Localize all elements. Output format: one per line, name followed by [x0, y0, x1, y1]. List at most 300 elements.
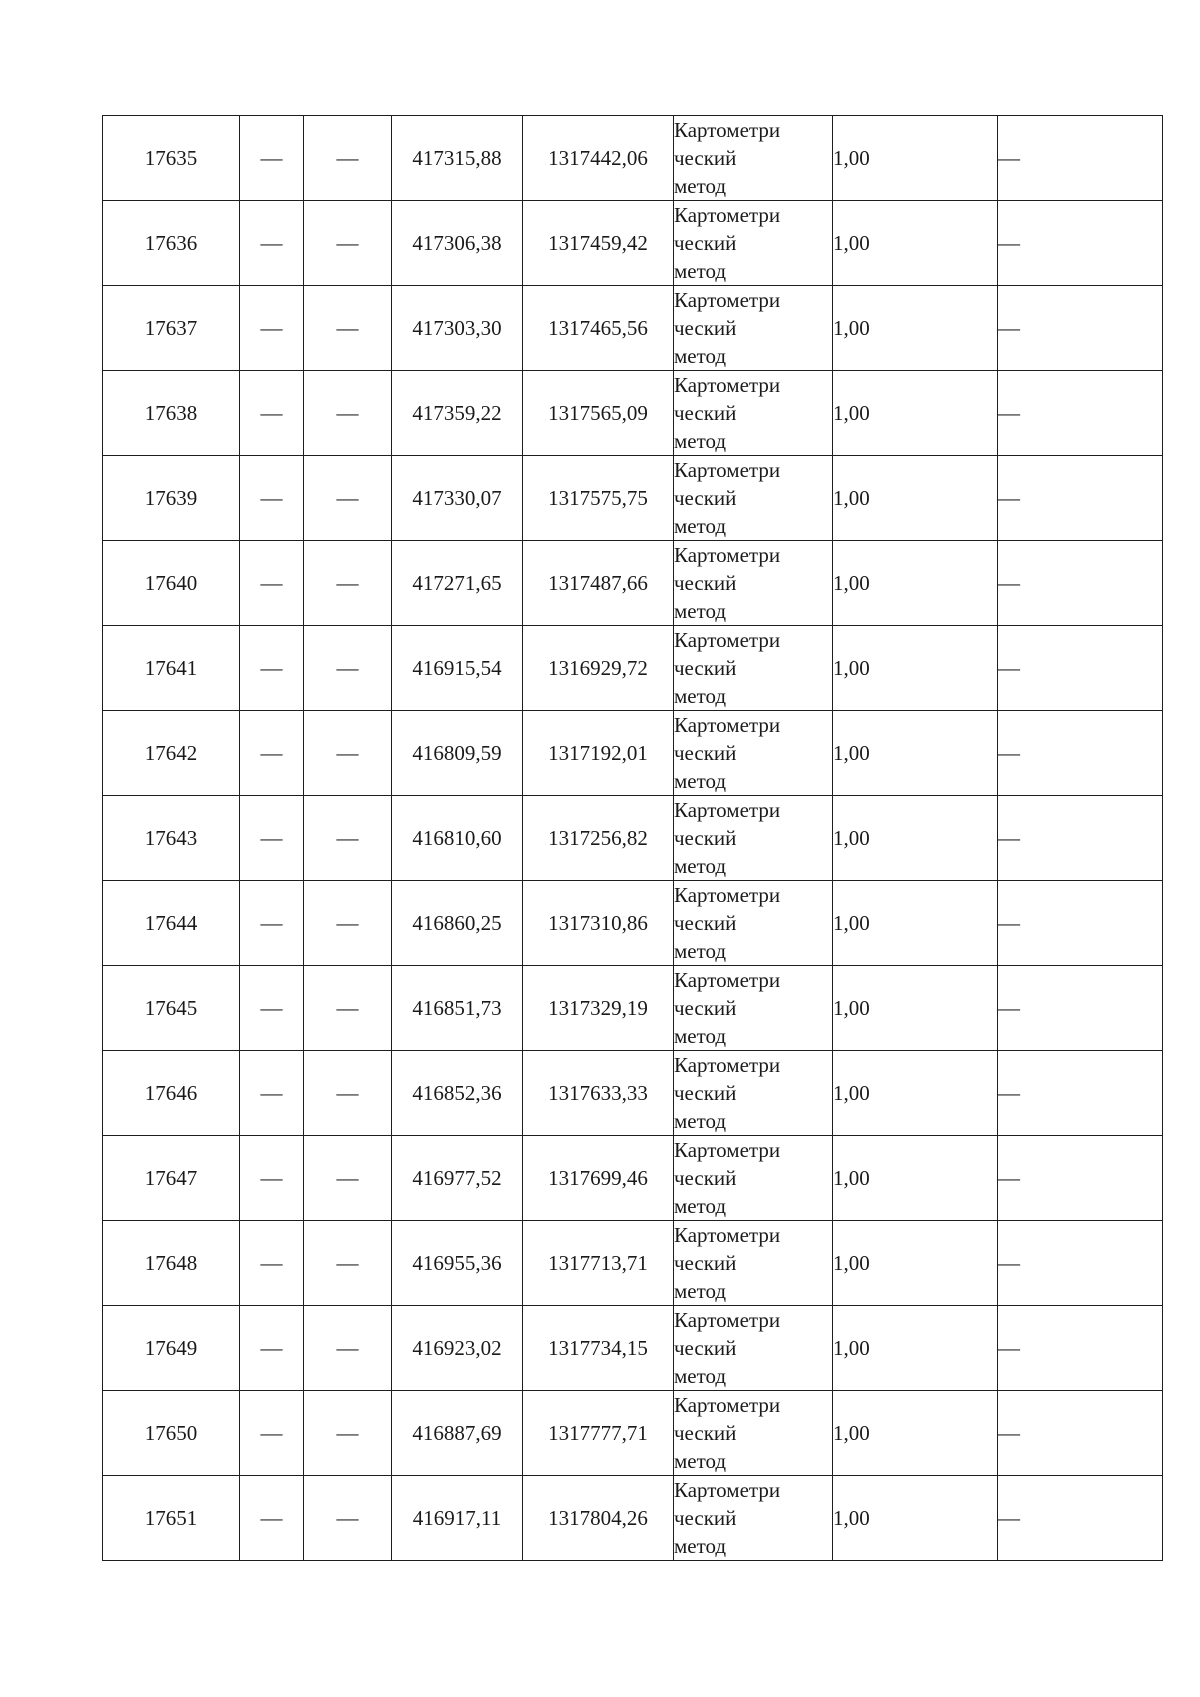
- cell-text: 1317575,75: [548, 486, 648, 510]
- dash-text: —: [998, 485, 1020, 510]
- cell-text: 17651: [144, 1506, 198, 1530]
- method-text-line: метод: [674, 854, 727, 878]
- dash-text: —: [998, 1250, 1020, 1275]
- method-cell: [674, 1221, 833, 1306]
- empty-value-cell: [304, 1391, 392, 1476]
- method-text-line: метод: [674, 684, 727, 708]
- cell-text: 416851,73: [412, 996, 502, 1020]
- x-coordinate-cell: [392, 711, 523, 796]
- dash-text: —: [336, 400, 359, 425]
- dash-text: —: [998, 570, 1020, 595]
- accuracy-cell: [833, 286, 998, 371]
- dash-text: —: [260, 995, 283, 1020]
- table-row: [103, 1221, 1163, 1306]
- method-cell: [674, 626, 833, 711]
- point-number-cell: [103, 1221, 240, 1306]
- x-coordinate-cell: [392, 881, 523, 966]
- accuracy-cell: [833, 1221, 998, 1306]
- dash-text: —: [336, 655, 359, 680]
- accuracy-cell: [833, 881, 998, 966]
- method-text-line: метод: [674, 1194, 727, 1218]
- cell-text: 1317459,42: [548, 231, 648, 255]
- y-coordinate-cell: [523, 286, 674, 371]
- dash-text: —: [260, 400, 283, 425]
- cell-text: 417271,65: [412, 571, 502, 595]
- table-row: [103, 711, 1163, 796]
- empty-value-cell: [240, 1136, 304, 1221]
- method-text-line: ческий: [674, 401, 737, 425]
- cell-text: 1,00: [833, 911, 870, 935]
- accuracy-cell: [833, 626, 998, 711]
- cell-text: 1,00: [833, 146, 870, 170]
- table-row: [103, 116, 1163, 201]
- method-text-line: Картометри: [674, 628, 781, 652]
- empty-value-cell: [240, 1391, 304, 1476]
- accuracy-cell: [833, 456, 998, 541]
- dash-text: —: [336, 1080, 359, 1105]
- dash-text: —: [336, 230, 359, 255]
- y-coordinate-cell: [523, 1306, 674, 1391]
- dash-text: —: [260, 825, 283, 850]
- cell-text: 17639: [144, 486, 198, 510]
- empty-value-cell: [304, 1476, 392, 1561]
- dash-text: —: [260, 1505, 283, 1530]
- empty-value-cell: [998, 626, 1163, 711]
- cell-text: 1,00: [833, 1166, 870, 1190]
- method-text-line: Картометри: [674, 1308, 781, 1332]
- x-coordinate-cell: [392, 796, 523, 881]
- empty-value-cell: [240, 116, 304, 201]
- x-coordinate-cell: [392, 456, 523, 541]
- empty-value-cell: [304, 966, 392, 1051]
- method-text-line: метод: [674, 599, 727, 623]
- empty-value-cell: [998, 1136, 1163, 1221]
- accuracy-cell: [833, 1051, 998, 1136]
- dash-text: —: [260, 655, 283, 680]
- cell-text: 17636: [144, 231, 198, 255]
- empty-value-cell: [998, 711, 1163, 796]
- dash-text: —: [998, 655, 1020, 680]
- empty-value-cell: [304, 541, 392, 626]
- point-number-cell: [103, 116, 240, 201]
- x-coordinate-cell: [392, 541, 523, 626]
- empty-value-cell: [304, 201, 392, 286]
- dash-text: —: [998, 740, 1020, 765]
- empty-value-cell: [998, 286, 1163, 371]
- cell-text: 416923,02: [412, 1336, 502, 1360]
- accuracy-cell: [833, 201, 998, 286]
- empty-value-cell: [240, 796, 304, 881]
- empty-value-cell: [998, 966, 1163, 1051]
- cell-text: 1317442,06: [548, 146, 648, 170]
- empty-value-cell: [240, 881, 304, 966]
- method-text-line: метод: [674, 1534, 727, 1558]
- y-coordinate-cell: [523, 1136, 674, 1221]
- method-text-line: метод: [674, 259, 727, 283]
- dash-text: —: [260, 1420, 283, 1445]
- dash-text: —: [260, 910, 283, 935]
- table-row: [103, 456, 1163, 541]
- empty-value-cell: [998, 201, 1163, 286]
- point-number-cell: [103, 286, 240, 371]
- table-row: [103, 371, 1163, 456]
- point-number-cell: [103, 1136, 240, 1221]
- dash-text: —: [998, 400, 1020, 425]
- dash-text: —: [998, 910, 1020, 935]
- method-text-line: Картометри: [674, 1478, 781, 1502]
- dash-text: —: [260, 1250, 283, 1275]
- y-coordinate-cell: [523, 1476, 674, 1561]
- empty-value-cell: [240, 626, 304, 711]
- method-text-line: метод: [674, 1449, 727, 1473]
- accuracy-cell: [833, 541, 998, 626]
- method-text-line: ческий: [674, 1166, 737, 1190]
- method-cell: [674, 116, 833, 201]
- method-text-line: метод: [674, 1024, 727, 1048]
- accuracy-cell: [833, 1391, 998, 1476]
- point-number-cell: [103, 881, 240, 966]
- accuracy-cell: [833, 116, 998, 201]
- method-text-line: метод: [674, 1279, 727, 1303]
- point-number-cell: [103, 966, 240, 1051]
- dash-text: —: [998, 230, 1020, 255]
- method-text-line: ческий: [674, 146, 737, 170]
- dash-text: —: [998, 995, 1020, 1020]
- empty-value-cell: [304, 711, 392, 796]
- empty-value-cell: [240, 1476, 304, 1561]
- method-text-line: ческий: [674, 1506, 737, 1530]
- empty-value-cell: [998, 116, 1163, 201]
- method-text-line: Картометри: [674, 288, 781, 312]
- table-row: [103, 1306, 1163, 1391]
- accuracy-cell: [833, 796, 998, 881]
- dash-text: —: [336, 995, 359, 1020]
- empty-value-cell: [304, 1136, 392, 1221]
- method-text-line: метод: [674, 1109, 727, 1133]
- cell-text: 1317487,66: [548, 571, 648, 595]
- cell-text: 1317310,86: [548, 911, 648, 935]
- method-cell: [674, 1306, 833, 1391]
- cell-text: 417315,88: [412, 146, 502, 170]
- table-body: [103, 116, 1163, 1561]
- y-coordinate-cell: [523, 711, 674, 796]
- point-number-cell: [103, 371, 240, 456]
- dash-text: —: [336, 1165, 359, 1190]
- x-coordinate-cell: [392, 966, 523, 1051]
- method-text-line: Картометри: [674, 373, 781, 397]
- table-row: [103, 881, 1163, 966]
- empty-value-cell: [304, 626, 392, 711]
- cell-text: 1316929,72: [548, 656, 648, 680]
- cell-text: 1,00: [833, 826, 870, 850]
- method-text-line: ческий: [674, 656, 737, 680]
- method-text-line: Картометри: [674, 1223, 781, 1247]
- empty-value-cell: [304, 116, 392, 201]
- dash-text: —: [998, 1080, 1020, 1105]
- cell-text: 1,00: [833, 1251, 870, 1275]
- cell-text: 1317256,82: [548, 826, 648, 850]
- method-text-line: ческий: [674, 826, 737, 850]
- empty-value-cell: [240, 1221, 304, 1306]
- accuracy-cell: [833, 1306, 998, 1391]
- dash-text: —: [260, 315, 283, 340]
- point-number-cell: [103, 1306, 240, 1391]
- method-text-line: Картометри: [674, 118, 781, 142]
- empty-value-cell: [998, 371, 1163, 456]
- cell-text: 17649: [144, 1336, 198, 1360]
- cell-text: 1,00: [833, 316, 870, 340]
- method-cell: [674, 1136, 833, 1221]
- y-coordinate-cell: [523, 626, 674, 711]
- x-coordinate-cell: [392, 1306, 523, 1391]
- empty-value-cell: [998, 1391, 1163, 1476]
- method-cell: [674, 371, 833, 456]
- empty-value-cell: [304, 1051, 392, 1136]
- cell-text: 416917,11: [412, 1506, 502, 1530]
- method-text-line: ческий: [674, 571, 737, 595]
- method-cell: [674, 1476, 833, 1561]
- cell-text: 417359,22: [412, 401, 502, 425]
- method-text-line: метод: [674, 939, 727, 963]
- method-cell: [674, 201, 833, 286]
- empty-value-cell: [998, 1476, 1163, 1561]
- empty-value-cell: [304, 456, 392, 541]
- table-row: [103, 796, 1163, 881]
- accuracy-cell: [833, 1136, 998, 1221]
- y-coordinate-cell: [523, 1051, 674, 1136]
- cell-text: 416915,54: [412, 656, 502, 680]
- dash-text: —: [260, 1335, 283, 1360]
- empty-value-cell: [304, 1306, 392, 1391]
- empty-value-cell: [998, 796, 1163, 881]
- cell-text: 17647: [144, 1166, 198, 1190]
- table-row: [103, 626, 1163, 711]
- cell-text: 17638: [144, 401, 198, 425]
- cell-text: 17643: [144, 826, 198, 850]
- x-coordinate-cell: [392, 371, 523, 456]
- empty-value-cell: [240, 711, 304, 796]
- cell-text: 1317804,26: [548, 1506, 648, 1530]
- table-row: [103, 1136, 1163, 1221]
- dash-text: —: [336, 1420, 359, 1445]
- empty-value-cell: [998, 1051, 1163, 1136]
- empty-value-cell: [998, 456, 1163, 541]
- accuracy-cell: [833, 371, 998, 456]
- table-row: [103, 1476, 1163, 1561]
- cell-text: 1,00: [833, 1421, 870, 1445]
- empty-value-cell: [240, 201, 304, 286]
- cell-text: 417306,38: [412, 231, 502, 255]
- y-coordinate-cell: [523, 371, 674, 456]
- x-coordinate-cell: [392, 626, 523, 711]
- dash-text: —: [998, 1335, 1020, 1360]
- empty-value-cell: [304, 286, 392, 371]
- cell-text: 17646: [144, 1081, 198, 1105]
- x-coordinate-cell: [392, 286, 523, 371]
- method-text-line: Картометри: [674, 458, 781, 482]
- method-text-line: ческий: [674, 1251, 737, 1275]
- method-text-line: ческий: [674, 741, 737, 765]
- empty-value-cell: [240, 1051, 304, 1136]
- cell-text: 417330,07: [412, 486, 502, 510]
- dash-text: —: [336, 1505, 359, 1530]
- cell-text: 1317329,19: [548, 996, 648, 1020]
- cell-text: 416887,69: [412, 1421, 502, 1445]
- cell-text: 1317699,46: [548, 1166, 648, 1190]
- point-number-cell: [103, 626, 240, 711]
- method-text-line: Картометри: [674, 1393, 781, 1417]
- dash-text: —: [998, 1165, 1020, 1190]
- x-coordinate-cell: [392, 1051, 523, 1136]
- cell-text: 416977,52: [412, 1166, 502, 1190]
- cell-text: 1,00: [833, 1506, 870, 1530]
- method-cell: [674, 1051, 833, 1136]
- empty-value-cell: [240, 371, 304, 456]
- dash-text: —: [336, 570, 359, 595]
- dash-text: —: [260, 485, 283, 510]
- empty-value-cell: [998, 1306, 1163, 1391]
- cell-text: 17641: [144, 656, 198, 680]
- empty-value-cell: [240, 1306, 304, 1391]
- dash-text: —: [336, 315, 359, 340]
- table-row: [103, 1391, 1163, 1476]
- point-number-cell: [103, 201, 240, 286]
- empty-value-cell: [304, 371, 392, 456]
- y-coordinate-cell: [523, 201, 674, 286]
- cell-text: 17645: [144, 996, 198, 1020]
- dash-text: —: [998, 315, 1020, 340]
- empty-value-cell: [998, 541, 1163, 626]
- point-number-cell: [103, 1476, 240, 1561]
- x-coordinate-cell: [392, 116, 523, 201]
- cell-text: 416852,36: [412, 1081, 502, 1105]
- empty-value-cell: [240, 456, 304, 541]
- cell-text: 1317192,01: [548, 741, 648, 765]
- dash-text: —: [260, 145, 283, 170]
- dash-text: —: [260, 1080, 283, 1105]
- method-text-line: ческий: [674, 1421, 737, 1445]
- dash-text: —: [998, 1420, 1020, 1445]
- dash-text: —: [260, 1165, 283, 1190]
- empty-value-cell: [304, 1221, 392, 1306]
- cell-text: 416860,25: [412, 911, 502, 935]
- method-cell: [674, 966, 833, 1051]
- accuracy-cell: [833, 711, 998, 796]
- cell-text: 1317465,56: [548, 316, 648, 340]
- method-cell: [674, 796, 833, 881]
- table-row: [103, 286, 1163, 371]
- dash-text: —: [260, 230, 283, 255]
- point-number-cell: [103, 711, 240, 796]
- cell-text: 1,00: [833, 656, 870, 680]
- method-cell: [674, 1391, 833, 1476]
- cell-text: 17642: [144, 741, 198, 765]
- empty-value-cell: [998, 881, 1163, 966]
- x-coordinate-cell: [392, 201, 523, 286]
- cell-text: 17637: [144, 316, 198, 340]
- method-text-line: ческий: [674, 996, 737, 1020]
- cell-text: 17644: [144, 911, 198, 935]
- cell-text: 1317777,71: [548, 1421, 648, 1445]
- accuracy-cell: [833, 966, 998, 1051]
- x-coordinate-cell: [392, 1476, 523, 1561]
- cell-text: 1,00: [833, 1336, 870, 1360]
- coordinates-table: [102, 115, 1163, 1561]
- x-coordinate-cell: [392, 1391, 523, 1476]
- x-coordinate-cell: [392, 1136, 523, 1221]
- empty-value-cell: [304, 796, 392, 881]
- table-row: [103, 201, 1163, 286]
- method-text-line: ческий: [674, 231, 737, 255]
- method-text-line: Картометри: [674, 713, 781, 737]
- empty-value-cell: [998, 1221, 1163, 1306]
- cell-text: 416810,60: [412, 826, 502, 850]
- cell-text: 416809,59: [412, 741, 502, 765]
- cell-text: 1,00: [833, 401, 870, 425]
- method-text-line: ческий: [674, 1081, 737, 1105]
- point-number-cell: [103, 1391, 240, 1476]
- method-text-line: ческий: [674, 316, 737, 340]
- cell-text: 1,00: [833, 741, 870, 765]
- method-text-line: Картометри: [674, 798, 781, 822]
- dash-text: —: [260, 740, 283, 765]
- method-text-line: Картометри: [674, 203, 781, 227]
- method-text-line: метод: [674, 769, 727, 793]
- dash-text: —: [336, 1250, 359, 1275]
- method-text-line: ческий: [674, 1336, 737, 1360]
- cell-text: 1317734,15: [548, 1336, 648, 1360]
- method-cell: [674, 711, 833, 796]
- method-cell: [674, 541, 833, 626]
- dash-text: —: [998, 1505, 1020, 1530]
- method-text-line: ческий: [674, 486, 737, 510]
- method-text-line: метод: [674, 429, 727, 453]
- cell-text: 17635: [144, 146, 198, 170]
- method-text-line: метод: [674, 174, 727, 198]
- table-row: [103, 966, 1163, 1051]
- point-number-cell: [103, 541, 240, 626]
- empty-value-cell: [240, 966, 304, 1051]
- y-coordinate-cell: [523, 116, 674, 201]
- empty-value-cell: [304, 881, 392, 966]
- dash-text: —: [336, 485, 359, 510]
- y-coordinate-cell: [523, 881, 674, 966]
- dash-text: —: [998, 145, 1020, 170]
- cell-text: 1317565,09: [548, 401, 648, 425]
- accuracy-cell: [833, 1476, 998, 1561]
- method-cell: [674, 456, 833, 541]
- dash-text: —: [336, 910, 359, 935]
- dash-text: —: [336, 825, 359, 850]
- empty-value-cell: [240, 541, 304, 626]
- method-text-line: Картометри: [674, 1138, 781, 1162]
- y-coordinate-cell: [523, 1391, 674, 1476]
- cell-text: 17648: [144, 1251, 198, 1275]
- method-text-line: Картометри: [674, 1053, 781, 1077]
- cell-text: 1,00: [833, 996, 870, 1020]
- method-cell: [674, 881, 833, 966]
- dash-text: —: [336, 740, 359, 765]
- y-coordinate-cell: [523, 456, 674, 541]
- cell-text: 416955,36: [412, 1251, 502, 1275]
- point-number-cell: [103, 796, 240, 881]
- method-text-line: ческий: [674, 911, 737, 935]
- method-text-line: Картометри: [674, 883, 781, 907]
- method-text-line: Картометри: [674, 543, 781, 567]
- method-text-line: метод: [674, 344, 727, 368]
- cell-text: 1,00: [833, 571, 870, 595]
- method-text-line: метод: [674, 1364, 727, 1388]
